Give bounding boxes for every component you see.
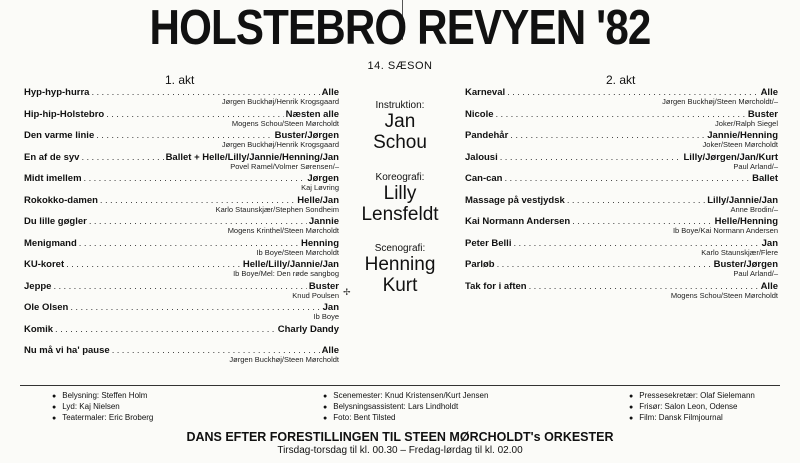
program-item-line [465,173,778,184]
staff-item: ● Lyd: Kaj Nielsen [52,402,153,413]
dot-leader [70,302,320,313]
performers: Buster/Jørgen [274,130,339,141]
song-title: Menigmand [24,237,77,249]
dot-leader [500,152,682,163]
scenografi-label: Scenografi: [374,243,426,254]
koreografi-name-first: Lilly [383,183,417,204]
performers: Ballet + Helle/Lilly/Jannie/Henning/Jan [165,151,339,163]
song-title: Midt imellem [24,173,82,184]
performers: Helle/Jan [297,194,339,206]
program-item [465,109,778,131]
staff-item: ● Film: Dansk Filmjournal [629,413,755,424]
instruktion-name-first: Jan [384,111,416,132]
performers: Alle [321,345,339,356]
song-credit: Jørgen Buckhøj/Henrik Krogsgaard [221,140,339,149]
performers: Jan [322,302,339,313]
staff-item: ● Scenemester: Knud Kristensen/Kurt Jensen [323,391,488,402]
dot-leader [84,173,306,184]
song-credit: Joker/Steen Mørcholdt [702,140,778,149]
song-credit: Povel Ramel/Volmer Sørensen/– [230,161,339,171]
song-credit: Ib Boye/Kai Normann Andersen [672,226,778,235]
program-item-line [465,259,778,270]
dot-leader [81,152,163,163]
act2-program-list [465,87,778,302]
act1-program-list [24,87,339,367]
song-credit: Jørgen Buckhøj/Henrik Krogsgaard [221,97,339,106]
footer-hours: Tirsdag-torsdag til kl. 00.30 – Fredag-lørdag til kl. 02.00 [277,445,523,456]
song-title: Tak for i aften [465,280,527,292]
song-credit: Paul Arland/– [733,269,778,278]
song-title: Jalousi [465,151,498,163]
koreografi-label: Koreografi: [375,172,425,183]
song-credit: Ib Boye/Mel: Den røde sangbog [233,269,339,278]
song-title: Parløb [465,259,495,270]
performers: Jannie/Henning [707,130,778,141]
print-mark-icon: ✢ [343,287,351,297]
staff-list-col3 [629,391,755,424]
performers: Helle/Henning [714,216,778,227]
performers: Buster [747,108,778,120]
program-item-line [24,281,339,292]
instruktion-label: Instruktion: [375,100,425,111]
dot-leader [55,324,276,335]
dot-leader [79,238,299,249]
song-credit: Jørgen Buckhøj/Steen Mørcholdt [229,355,339,364]
performers: Henning [301,237,339,249]
scenografi-name-last: Kurt [382,275,418,296]
performers: Ballet [752,173,778,184]
program-item-line [24,238,339,249]
song-title: KU-koret [24,259,65,270]
dot-leader [496,109,746,120]
program-item [24,238,339,260]
program-item-line [465,152,778,163]
program-item [24,87,339,109]
season-label: 14. SÆSON [367,60,433,72]
divider-rule [20,385,780,386]
program-item [465,130,778,152]
staff-item: ● Belysningsassistent: Lars Lindholdt [323,402,488,413]
performers: Næsten alle [285,108,339,120]
song-credit: Mogens Schou/Steen Mørcholdt [231,118,339,128]
program-item [24,152,339,174]
staff-list-col2 [323,391,488,424]
song-credit: Ib Boye/Steen Mørcholdt [256,247,339,257]
performers: Helle/Lilly/Jannie/Jan [242,259,339,270]
program-item-line [465,195,778,206]
song-credit [24,335,339,344]
program-item-line [465,281,778,292]
program-item [24,130,339,152]
program-item [24,281,339,303]
instruktion-block [352,100,448,153]
song-credit: Ib Boye [313,312,339,321]
song-credit: Karlo Staunskjær/Stephen Sondheim [215,204,339,214]
scenografi-block [352,243,448,296]
song-title: Massage på vestjydsk [465,194,565,206]
dot-leader [567,195,705,206]
song-credit: Mogens Krinthel/Steen Mørcholdt [227,226,339,235]
staff-item: ● Pressesekretær: Olaf Sielemann [629,391,755,402]
song-title: Kai Normann Andersen [465,216,571,227]
performers: Jannie [308,216,339,227]
dot-leader [497,259,712,270]
performers: Jan [761,237,778,249]
dot-leader [100,195,295,206]
performers: Lilly/Jannie/Jan [707,194,778,206]
performers: Alle [760,87,778,98]
page-title: HOLSTEBRO REVYEN '82 [149,1,651,55]
program-item [465,216,778,238]
program-item [465,238,778,260]
song-title: Komik [24,323,54,335]
dot-leader [513,238,759,249]
performers: Charly Dandy [277,323,339,335]
song-title: En af de syv [24,151,80,163]
program-item-line [24,109,339,120]
program-item-line [24,173,339,184]
song-credit: Anne Brodin/– [730,204,778,214]
program-item [465,281,778,303]
program-item-line [465,238,778,249]
program-item [24,173,339,195]
staff-item: ● Teatermaler: Eric Broberg [52,413,153,424]
program-item [24,216,339,238]
koreografi-name-last: Lensfeldt [361,204,439,225]
song-title: Karneval [465,87,506,98]
program-item [465,87,778,109]
instruktion-name-last: Schou [373,132,427,153]
program-item [24,259,339,281]
song-title: Pandehår [465,130,509,141]
performers: Jørgen [307,173,339,184]
song-credit: Joker/Ralph Siegel [715,118,778,128]
program-item-line [24,152,339,163]
program-item [24,109,339,131]
song-credit: Karlo Staunskjær/Flere [701,247,778,257]
song-credit: Mogens Schou/Steen Mørcholdt [670,290,778,300]
dot-leader [106,109,283,120]
staff-list-col1 [52,391,153,424]
song-credit [465,184,778,193]
song-title: Den varme linie [24,130,95,141]
program-item [24,195,339,217]
program-item [465,195,778,217]
footer-dance-notice: DANS EFTER FORESTILLINGEN TIL STEEN MØRCHOLDT's ORKESTER [186,430,614,444]
dot-leader [529,281,759,292]
song-title: Du lille gøgler [24,216,87,227]
staff-item: ● Frisør: Salon Leon, Odense [629,402,755,413]
song-title: Hip-hip-Holstebro [24,108,105,120]
song-title: Jeppe [24,280,52,292]
program-item-line [24,324,339,335]
scenografi-name-first: Henning [364,254,436,275]
song-credit: Kaj Løvring [301,183,339,192]
dot-leader [53,281,306,292]
program-item [465,152,778,174]
song-title: Nicole [465,108,494,120]
program-item-line [24,195,339,206]
program-item [465,259,778,281]
program-item [465,173,778,195]
song-title: Peter Belli [465,237,512,249]
program-item [24,324,339,346]
song-credit: Jørgen Buckhøj/Steen Mørcholdt/– [662,97,778,106]
song-title: Ole Olsen [24,302,69,313]
song-title: Nu må vi ha' pause [24,345,110,356]
performers: Buster/Jørgen [713,259,778,270]
program-item-line [465,109,778,120]
program-item-line [24,302,339,313]
program-item [24,345,339,367]
act1-heading: 1. akt [165,73,195,87]
staff-item: ● Foto: Bent Tilsted [323,413,488,424]
koreografi-block [352,172,448,225]
dot-leader [504,173,750,184]
performers: Alle [321,87,339,98]
dot-leader [510,130,705,141]
performers: Lilly/Jørgen/Jan/Kurt [683,151,778,163]
song-credit: Paul Arland/– [733,161,778,171]
performers: Alle [760,280,778,292]
song-credit: Knud Poulsen [292,290,339,300]
song-title: Rokokko-damen [24,194,98,206]
performers: Buster [308,280,339,292]
program-item [24,302,339,324]
staff-item: ● Belysning: Steffen Holm [52,391,153,402]
song-title: Can-can [465,173,503,184]
song-title: Hyp-hyp-hurra [24,87,90,98]
act2-heading: 2. akt [606,73,636,87]
dot-leader [66,259,241,270]
